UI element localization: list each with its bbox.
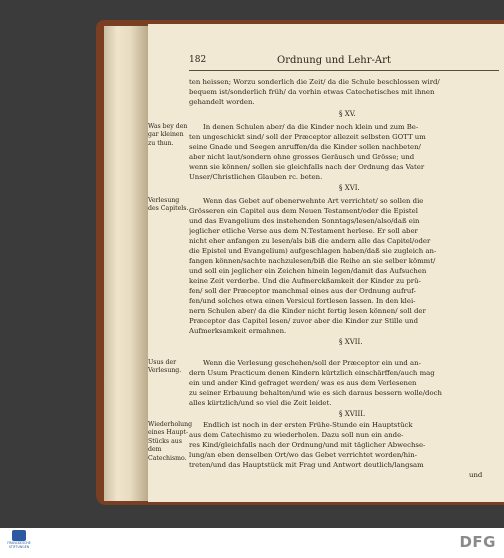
text-line: ten heissen; Worzu sonderlich die Zeit/ da die Schule beschlossen wird/	[189, 78, 440, 86]
text-line: gehandelt worden.	[189, 98, 255, 106]
text-line: und das Evangelium des instehenden Sonntags/lesen/also/daß ein	[189, 217, 420, 225]
text-line: fangen können/sachte nachzulesen/biß die Reihe an sie selber kömmt/	[189, 257, 436, 265]
text-line: Wenn die Verlesung geschehen/soll der Præceptor ein und an-	[203, 359, 421, 367]
margin-note-text: Usus der Verlesung.	[148, 359, 182, 375]
margin-note-text: Was bey den gar kleinen zu thun.	[148, 123, 188, 147]
page-text-area	[148, 24, 499, 502]
text-line: Aufmerksamkeit ermahnen.	[189, 327, 287, 335]
margin-note-text: Verlesung des Capitels.	[148, 197, 189, 213]
text-line: Endlich ist noch in der ersten Frühe-Stunde ein Hauptstück	[203, 421, 413, 429]
text-line: Præceptor das Capitel lesen/ zuvor aber die Kinder zur Stille und	[189, 317, 419, 325]
text-line: alles kürtzlich/und so viel die Zeit leidet.	[189, 399, 332, 407]
margin-note	[148, 197, 192, 214]
text-line: nern Schulen aber/ da die Kinder nicht fertig lesen können/ soll der	[189, 307, 426, 315]
running-title: Ordnung und Lehr-Art	[277, 55, 391, 66]
text-line: keine Zeit verderbe. Und die Aufmerckßamkeit der Kinder zu prü-	[189, 277, 421, 285]
margin-note-text: Wiederholung eines Haupt-Stücks aus dem Catechismo.	[148, 421, 193, 462]
text-line: fen/ soll der Præceptor manchmal eines aus der Ordnung aufruf-	[189, 287, 416, 295]
catchword: und	[469, 471, 483, 479]
logo-text: FRANCKESCHE STIFTUNGEN	[7, 541, 31, 549]
section-heading: § XVI.	[339, 184, 360, 192]
text-line: fen/und solches etwa einen Versicul fortlesen lassen. In den klei-	[189, 297, 416, 305]
margin-note	[148, 359, 192, 376]
text-line: jeglicher etliche Verse aus dem N.Testament herlese. Er soll aber	[189, 227, 418, 235]
text-line: die Epistel und Evangelium) aufgeschlagen haben/daß sie zugleich an-	[189, 247, 437, 255]
text-line: Grösseren ein Capitel aus dem Neuen Testament/oder die Epistel	[189, 207, 418, 215]
header-rule	[189, 70, 499, 71]
text-line: ten ungeschickt sind/ soll der Præceptor allezeit selbsten GOTT um	[189, 133, 426, 141]
text-line: zu seiner Erbauung behalten/und wie es sich daraus bessern wolle/doch	[189, 389, 442, 397]
section-heading: § XVII.	[339, 338, 363, 346]
text-line: seine Gnade und Seegen anruffen/da die Kinder sollen nachbeten/	[189, 143, 421, 151]
text-line: Wenn das Gebet auf obenerwehnte Art verrichtet/ so sollen die	[203, 197, 424, 205]
text-line: aber nicht laut/sondern ohne grosses Geräusch und Grösse; und	[189, 153, 415, 161]
page-stack-edge	[104, 26, 148, 501]
section-heading: § XVIII.	[339, 410, 366, 418]
text-line: aus dem Catechismo zu wiederholen. Dazu soll nun ein ande-	[189, 431, 404, 439]
text-line: bequem ist/sonderlich früh/ da vorhin etwas Catechetisches mit ihnen	[189, 88, 435, 96]
text-line: dern Usum Practicum denen Kindern kürtzlich einschärffen/auch mag	[189, 369, 435, 377]
text-line: wenn sie können/ sollen sie gleichfalls nach der Ordnung das Vater	[189, 163, 425, 171]
text-line: ein und ander Kind gefraget werden/ was es aus dem Verlesenen	[189, 379, 417, 387]
text-line: und soll ein jeglicher ein Zeichen hinein legen/damit das Aufsuchen	[189, 267, 427, 275]
margin-note	[148, 421, 192, 463]
text-line: treten/und das Hauptstück mit Frag und Antwort deutlich/langsam	[189, 461, 424, 469]
dfg-logo[interactable]: DFG	[459, 533, 496, 551]
text-line: res Kind/gleichfalls nach der Ordnung/und mit täglicher Abwechse-	[189, 441, 426, 449]
book-page	[148, 24, 504, 502]
viewer-footer	[0, 528, 504, 558]
section-heading: § XV.	[339, 110, 356, 118]
text-line: nicht eher anfangen zu lesen/als biß die andern alle das Capitel/oder	[189, 237, 431, 245]
franckesche-stiftungen-logo[interactable]	[6, 530, 32, 556]
logo-emblem-icon	[12, 530, 26, 541]
text-line: lung/an eben denselben Ort/wo das Gebet verrichtet worden/hin-	[189, 451, 418, 459]
text-line: Unser/Christlichen Glauben rc. beten.	[189, 173, 323, 181]
text-line: In denen Schulen aber/ da die Kinder noch klein und zum Be-	[203, 123, 419, 131]
margin-note	[148, 123, 192, 148]
page-number: 182	[189, 55, 207, 65]
